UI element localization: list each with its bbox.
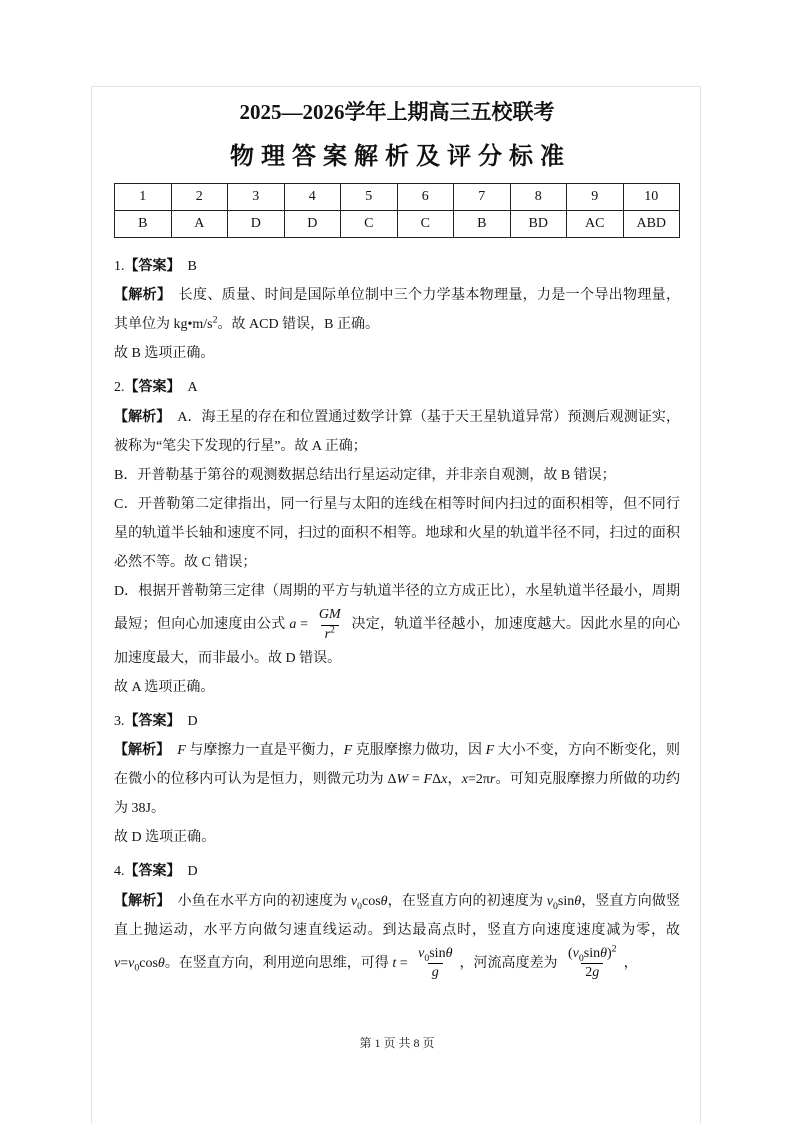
answer-cell: D <box>228 211 285 238</box>
solutions-list <box>114 252 680 982</box>
question-number-cell: 7 <box>454 184 511 211</box>
document-title: 2025—2026学年上期高三五校联考 <box>239 100 555 124</box>
answer-cell: B <box>454 211 511 238</box>
math-fraction: $\frac{GM}{r^2}$ <box>315 606 345 643</box>
page-frame-right-line <box>700 86 701 1123</box>
solution-paragraph: 故 D 选项正确。 <box>114 830 216 846</box>
math-fraction: $\frac{(v_0\sin\theta)^2}{2g}$ <box>564 945 621 982</box>
solution-paragraph: 3.【答案】 D <box>114 713 198 729</box>
answer-cell: D <box>284 211 341 238</box>
solution-paragraph: C．开普勒第二定律指出，同一行星与太阳的连线在相等时间内扫过的面积相等，但不同行星的轨道半长轴和速度不同，扫过的面积不相等。地球和火星的轨道半径不同，扫过的面积必然不等。故 C 错误； <box>114 496 680 571</box>
answer-cell: B <box>115 211 172 238</box>
page-frame-left-line <box>91 86 92 1123</box>
solution-paragraph: 【解析】 长度、质量、时间是国际单位制中三个力学基本物理量，力是一个导出物理量，其单位为 $kg•m/s^2$。故 ACD 错误，B 正确。 <box>114 288 681 333</box>
page-frame-top-line <box>91 86 701 87</box>
answer-cell: AC <box>567 211 624 238</box>
question-number-cell: 1 <box>115 184 172 211</box>
question-number-cell: 9 <box>567 184 624 211</box>
solution-paragraph: 2.【答案】 A <box>114 380 198 396</box>
solution-paragraph: 故 A 选项正确。 <box>114 679 215 695</box>
answer-cell: C <box>397 211 454 238</box>
solution-paragraph: B．开普勒基于第谷的观测数据总结出行星运动定律，并非亲自观测，故 B 错误； <box>114 467 616 483</box>
solution-block-q1 <box>114 252 680 368</box>
page-footer <box>0 1034 794 1051</box>
question-number-cell: 10 <box>623 184 680 211</box>
answer-cell: C <box>341 211 398 238</box>
answer-cell: ABD <box>623 211 680 238</box>
solution-block-q2 <box>114 373 680 701</box>
document-subtitle: 物理答案解析及评分标准 <box>230 143 571 170</box>
question-number-row <box>115 184 680 211</box>
math-fraction: $\frac{v_0\sin\theta}{g}$ <box>414 945 456 982</box>
question-number-cell: 6 <box>397 184 454 211</box>
question-number-cell: 8 <box>510 184 567 211</box>
answer-row <box>115 211 680 238</box>
answer-cell: BD <box>510 211 567 238</box>
solution-paragraph: 4.【答案】 D <box>114 864 198 880</box>
solution-paragraph: 1.【答案】 B <box>114 259 197 274</box>
page-number-text: 第 1 页 共 8 页 <box>359 1036 435 1050</box>
question-number-cell: 5 <box>341 184 398 211</box>
question-number-cell: 3 <box>228 184 285 211</box>
document-content <box>114 96 680 982</box>
question-number-cell: 4 <box>284 184 341 211</box>
solution-paragraph: D．根据开普勒第三定律（周期的平方与轨道半径的立方成正比），水星轨道半径最小，周期最短；但向心加速度由公式 a = $\frac{GM}{r^2}$ 决定，轨道半径越小，加速度越大。因此水星的向心加速度最大，而非最小。故 D 错误。 <box>114 584 681 666</box>
solution-paragraph: 【解析】 F 与摩擦力一直是平衡力，F 克服摩擦力做功，因 F 大小不变，方向不断变化，则在微小的位移内可认为是恒力，则微元功为 ΔW = FΔx，x=2πr。可知克服摩擦力所做的功约为 38J。 <box>114 743 681 817</box>
answer-cell: A <box>171 211 228 238</box>
answer-key-table <box>114 183 680 238</box>
solution-block-q4 <box>114 857 680 982</box>
solution-paragraph: 【解析】 小鱼在水平方向的初速度为 $v_0\cos\theta$，在竖直方向的初速度为 $v_0\sin\theta$，竖直方向做竖直上抛运动，水平方向做匀速直线运动。到达最高点时，竖直方向速度速度减为零，故 $v=v_0\cos\theta$。在竖直方向，利用逆向思维，可得 t = $\frac{v_0\sin\theta}{g}$ ，河流高度差为 $\frac{(v_0\sin\theta)^2}{2g}$ ， <box>114 887 680 983</box>
solution-block-q3 <box>114 707 680 853</box>
solution-paragraph: 故 B 选项正确。 <box>114 346 215 362</box>
solution-paragraph: 【解析】 A．海王星的存在和位置通过数学计算（基于天王星轨道异常）预测后观测证实，被称为“笔尖下发现的行星”。故 A 正确； <box>114 409 681 454</box>
question-number-cell: 2 <box>171 184 228 211</box>
